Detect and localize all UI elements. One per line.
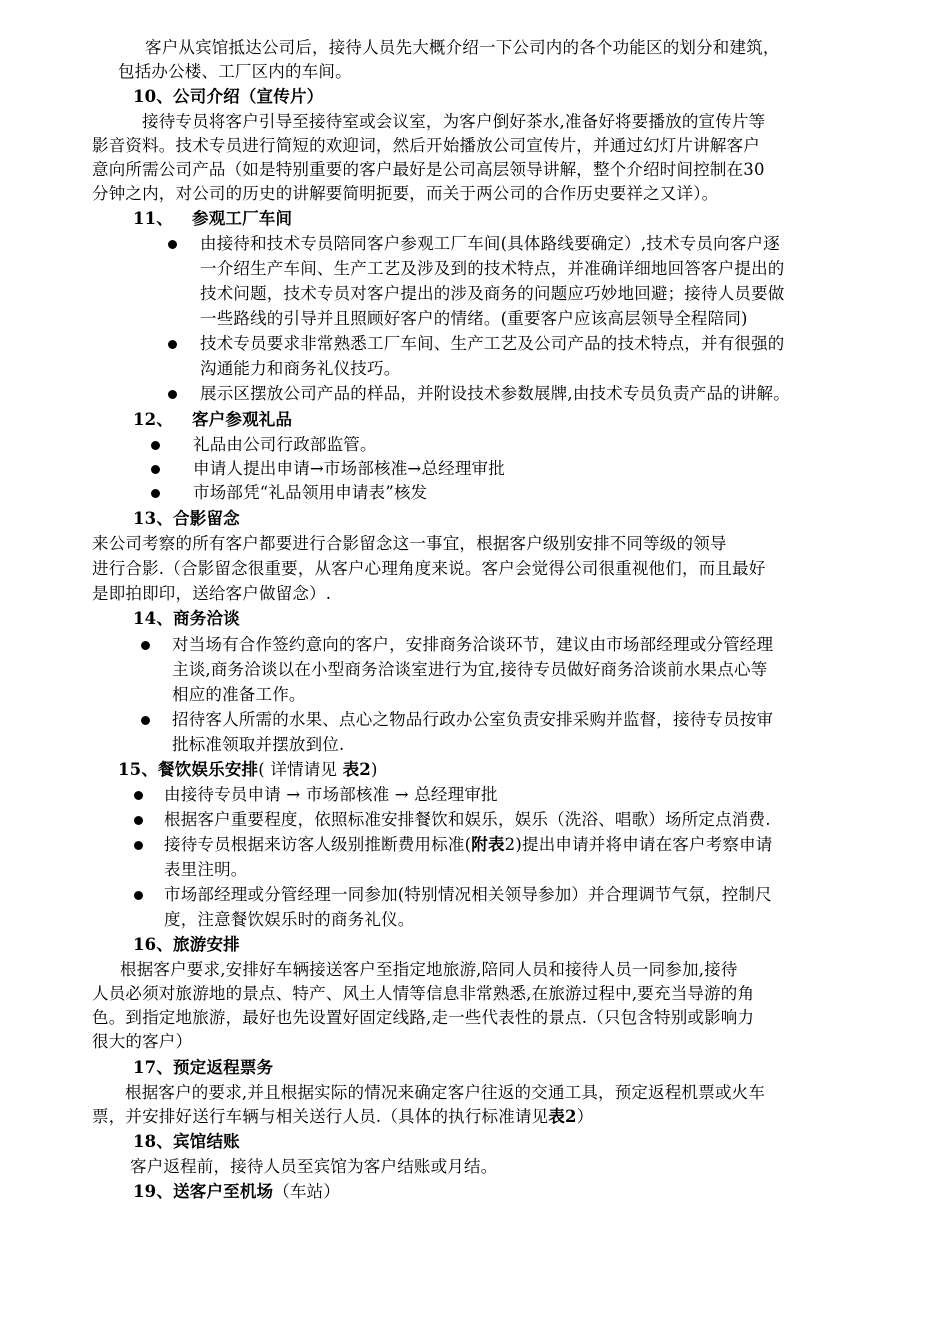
list-item-continuation: 一些路线的引导并且照顾好客户的情绪。(重要客户应该高层领导全程陪同) <box>200 309 748 328</box>
paragraph-line: 色。到指定地旅游，最好也先设置好固定线路,走一些代表性的景点.（只包含特别或影响力 <box>92 1008 755 1027</box>
list-item <box>164 833 773 857</box>
paragraph-line: 客户从宾馆抵达公司后，接待人员先大概介绍一下公司内的各个功能区的划分和建筑， <box>145 38 780 57</box>
bullet-icon <box>134 791 143 800</box>
bullet-icon <box>141 716 150 725</box>
paragraph-line <box>92 1105 593 1129</box>
paragraph-line: 根据客户要求,安排好车辆接送客户至指定地旅游,陪同人员和接待人员一同参加,接待 <box>120 960 738 979</box>
bullet-icon <box>168 240 177 249</box>
paragraph-line: 是即拍即印，送给客户做留念）. <box>92 584 332 603</box>
section-heading-11: 参观工厂车间 <box>192 209 293 228</box>
paragraph-line: 客户返程前，接待人员至宾馆为客户结账或月结。 <box>130 1157 498 1176</box>
paragraph-line: 很大的客户） <box>92 1032 193 1051</box>
bullet-icon <box>134 891 143 900</box>
section-heading-16: 16、旅游安排 <box>133 935 240 954</box>
section-heading-19 <box>133 1180 340 1204</box>
table-reference: 表2 <box>548 1107 577 1126</box>
section-heading-13: 13、合影留念 <box>133 509 240 528</box>
paragraph-text: 票，并安排好送行车辆与相关送行人员.（具体的执行标准请见 <box>92 1107 549 1126</box>
paragraph-line: 包括办公楼、工厂区内的车间。 <box>118 62 352 81</box>
list-item: 展示区摆放公司产品的样品，并附设技术参数展牌,由技术专员负责产品的讲解。 <box>200 384 790 403</box>
list-item: 对当场有合作签约意向的客户，安排商务洽谈环节，建议由市场部经理或分管经理 <box>172 635 774 654</box>
list-item-continuation: 技术问题，技术专员对客户提出的涉及商务的问题应巧妙地回避；接待人员要做 <box>200 284 785 303</box>
appendix-table-reference: 附表 <box>471 835 505 854</box>
list-item: 由接待和技术专员陪同客户参观工厂车间(具体路线要确定）,技术专员向客户逐 <box>200 234 780 253</box>
bullet-icon <box>134 816 143 825</box>
bullet-icon <box>141 641 150 650</box>
list-item-continuation: 相应的准备工作。 <box>172 685 306 704</box>
section-heading-12: 客户参观礼品 <box>192 410 293 429</box>
table-reference: 表2 <box>342 760 371 779</box>
section-heading-10: 10、公司介绍（宣传片） <box>133 87 324 106</box>
section-heading-17: 17、预定返程票务 <box>133 1058 274 1077</box>
list-item: 根据客户重要程度，依照标准安排餐饮和娱乐，娱乐（洗浴、唱歌）场所定点消费. <box>164 810 771 829</box>
paragraph-line: 进行合影.（合影留念很重要，从客户心理角度来说。客户会觉得公司很重视他们，而且最好 <box>92 559 766 578</box>
list-item-continuation: 沟通能力和商务礼仪技巧。 <box>200 359 401 378</box>
list-item-text: 2)提出申请并将申请在客户考察申请 <box>504 835 773 854</box>
section-heading-15-note: ( 详情请见 <box>258 760 343 779</box>
section-heading-19-title: 19、送客户至机场 <box>133 1182 274 1201</box>
bullet-icon <box>134 841 143 850</box>
list-item: 市场部经理或分管经理一同参加(特别情况相关领导参加）并合理调节气氛，控制尺 <box>164 885 772 904</box>
paragraph-text: ） <box>576 1107 594 1126</box>
bullet-icon <box>151 489 160 498</box>
section-heading-19-note: （车站） <box>273 1182 341 1201</box>
section-number-11: 11、 <box>133 209 174 228</box>
list-item-continuation: 表里注明。 <box>164 860 248 879</box>
section-heading-15-note-end: ) <box>370 760 378 779</box>
paragraph-line: 人员必须对旅游地的景点、特产、风土人情等信息非常熟悉,在旅游过程中,要充当导游的角 <box>92 984 755 1003</box>
list-item-continuation: 批标准领取并摆放到位. <box>172 735 345 754</box>
list-item-continuation: 一介绍生产车间、生产工艺及涉及到的技术特点，并准确详细地回答客户提出的 <box>200 259 785 278</box>
list-item: 礼品由公司行政部监管。 <box>193 435 377 454</box>
section-heading-18: 18、宾馆结账 <box>133 1132 240 1151</box>
list-item: 技术专员要求非常熟悉工厂车间、生产工艺及公司产品的技术特点，并有很强的 <box>200 334 785 353</box>
section-heading-15 <box>118 758 378 782</box>
paragraph-line: 根据客户的要求,并且根据实际的情况来确定客户往返的交通工具，预定返程机票或火车 <box>125 1083 766 1102</box>
list-item-continuation: 主谈,商务洽谈以在小型商务洽谈室进行为宜,接待专员做好商务洽谈前水果点心等 <box>172 660 768 679</box>
paragraph-line: 来公司考察的所有客户都要进行合影留念这一事宜，根据客户级别安排不同等级的领导 <box>92 534 727 553</box>
list-item-continuation: 度，注意餐饮娱乐时的商务礼仪。 <box>164 910 415 929</box>
bullet-icon <box>168 390 177 399</box>
paragraph-line: 接待专员将客户引导至接待室或会议室，为客户倒好茶水,准备好将要播放的宣传片等 <box>142 112 766 131</box>
section-heading-15-title: 15、餐饮娱乐安排 <box>118 760 259 779</box>
list-item: 招待客人所需的水果、点心之物品行政办公室负责安排采购并监督，接待专员按审 <box>172 710 774 729</box>
bullet-icon <box>151 441 160 450</box>
bullet-icon <box>151 465 160 474</box>
list-item: 申请人提出申请→市场部核准→总经理审批 <box>193 459 505 478</box>
section-heading-14: 14、商务洽谈 <box>133 609 240 628</box>
list-item: 市场部凭“礼品领用申请表”核发 <box>193 483 428 502</box>
list-item: 由接待专员申请 → 市场部核准 → 总经理审批 <box>164 785 498 804</box>
paragraph-line: 影音资料。技术专员进行简短的欢迎词，然后开始播放公司宣传片，并通过幻灯片讲解客户 <box>92 136 760 155</box>
bullet-icon <box>168 340 177 349</box>
paragraph-line: 分钟之内，对公司的历史的讲解要简明扼要，而关于两公司的合作历史要祥之又详）。 <box>92 184 719 203</box>
paragraph-line: 意向所需公司产品（如是特别重要的客户最好是公司高层领导讲解，整个介绍时间控制在30 <box>92 160 765 179</box>
section-number-12: 12、 <box>133 410 174 429</box>
list-item-text: 接待专员根据来访客人级别推断费用标准( <box>164 835 472 854</box>
